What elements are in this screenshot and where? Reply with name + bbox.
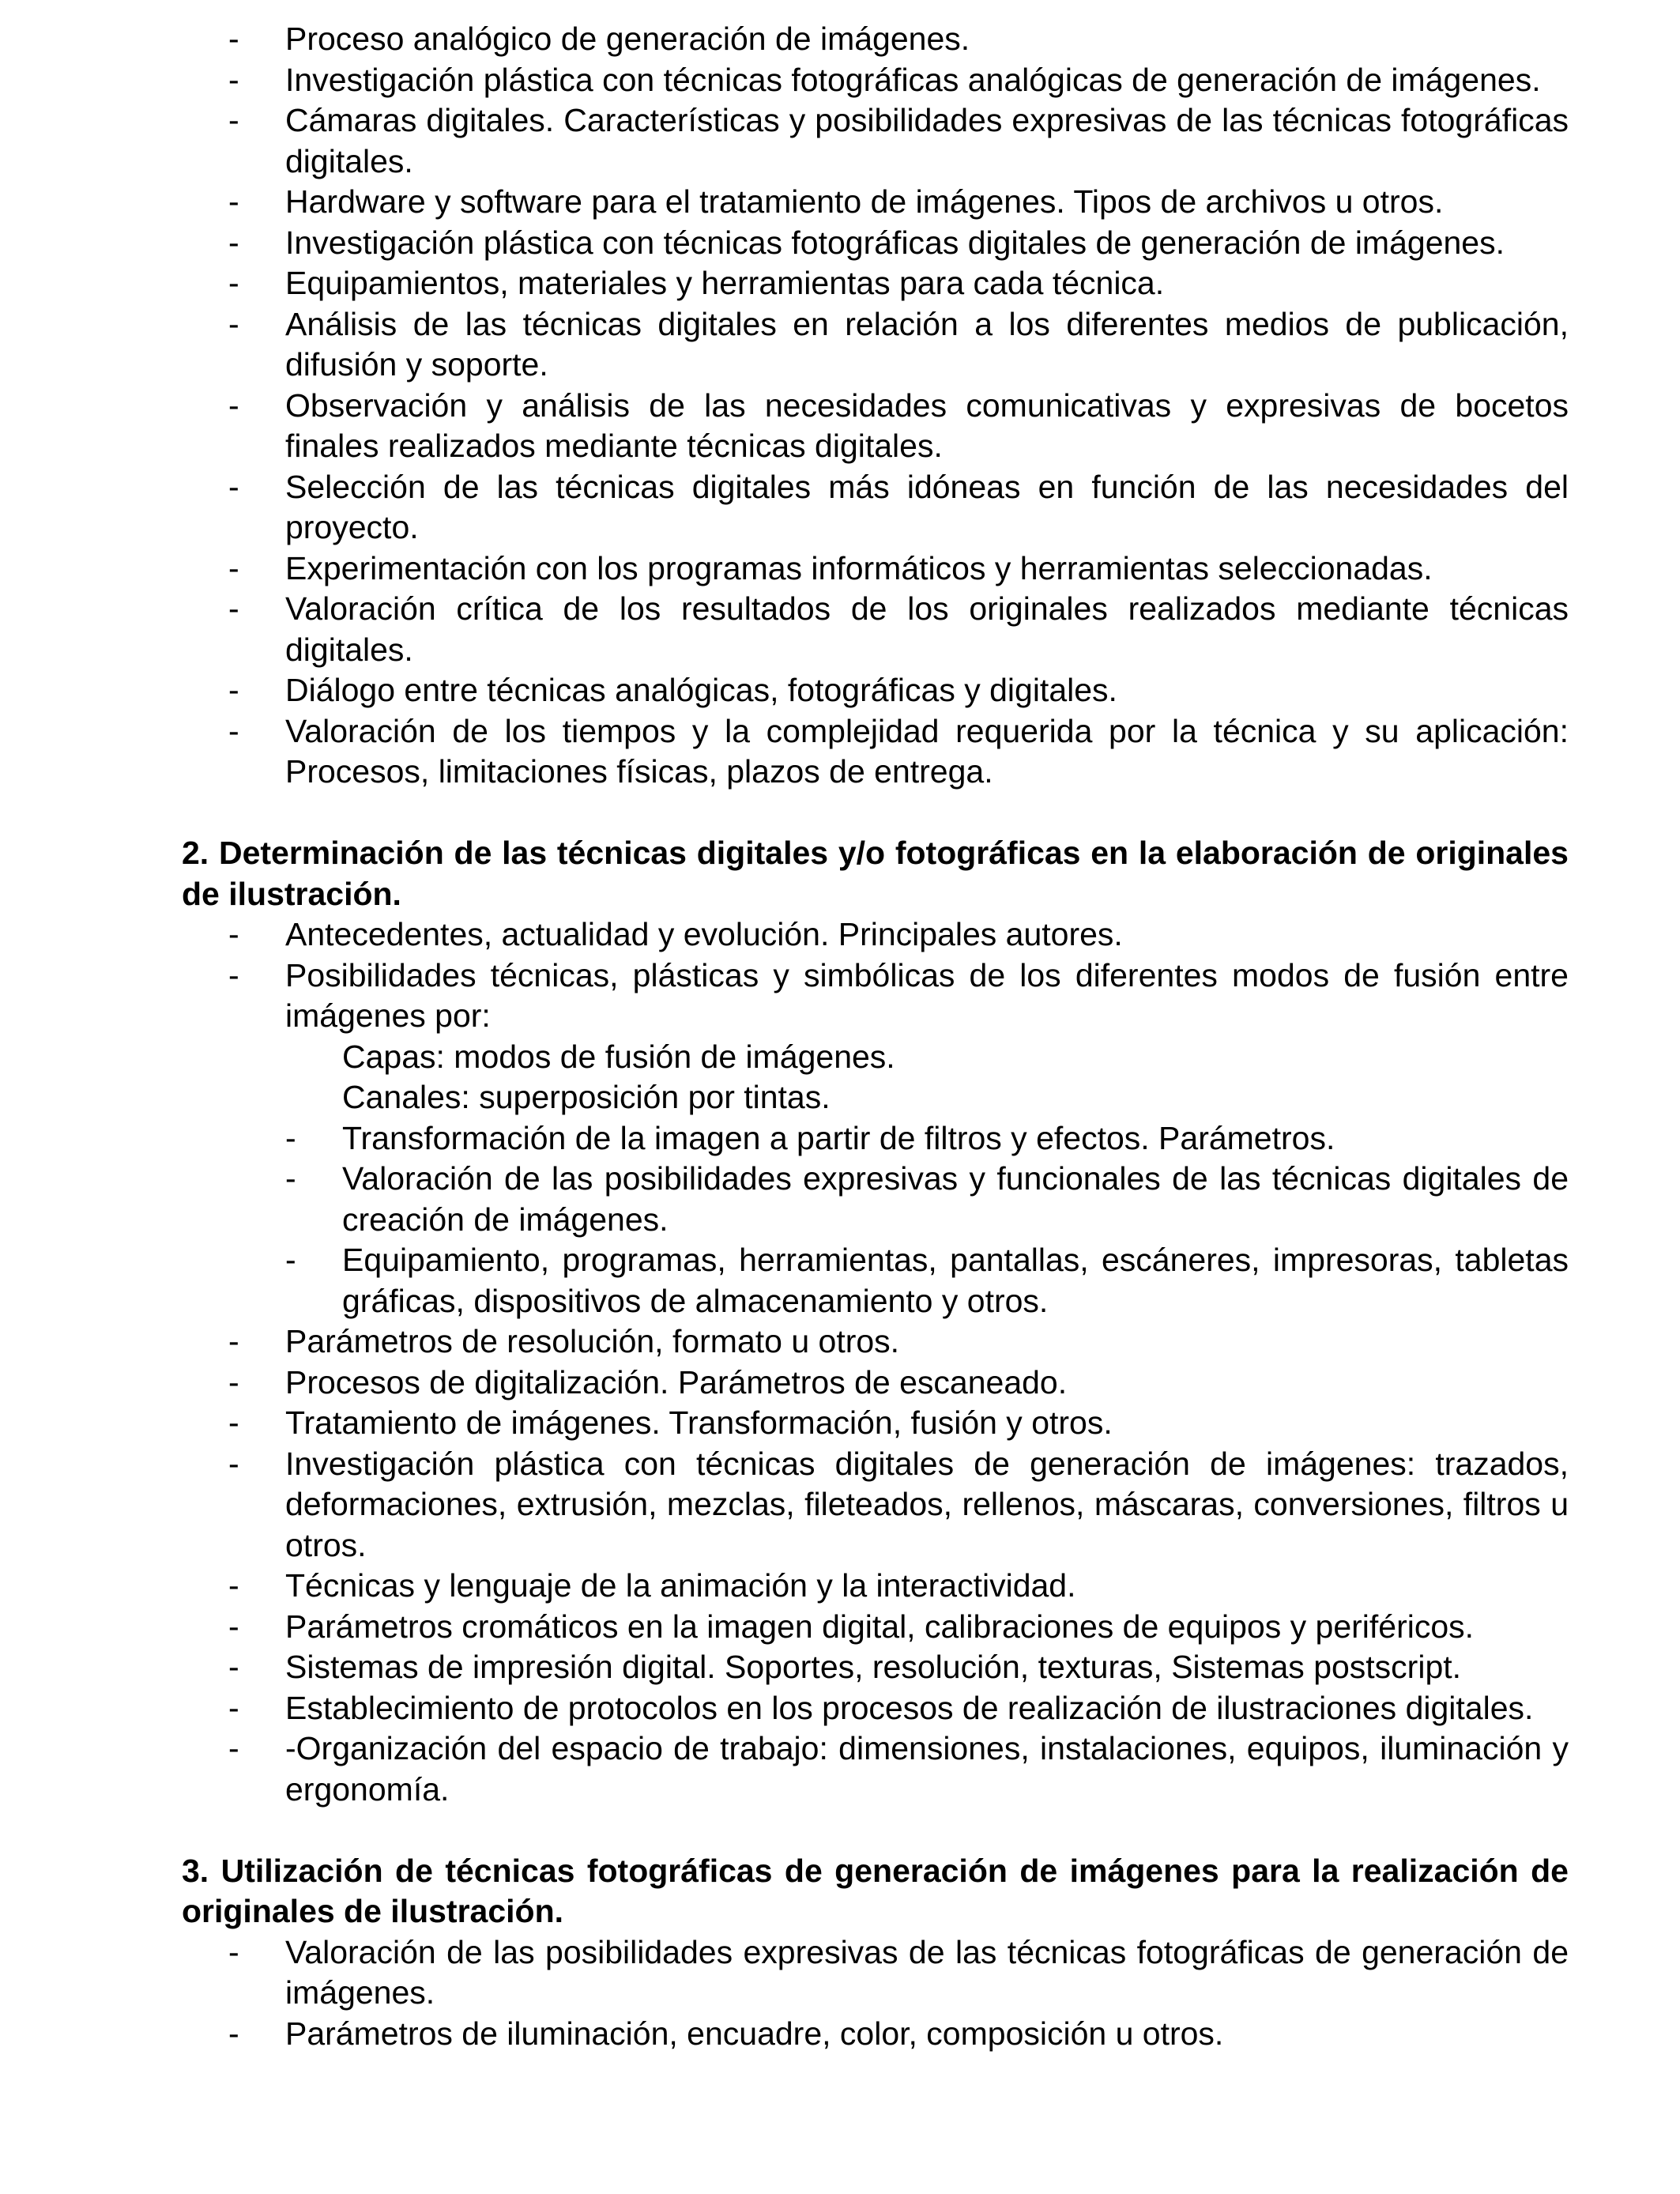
list-item: - Tratamiento de imágenes. Transformación, fusión y otros. xyxy=(182,1403,1569,1444)
bullet-dash: - xyxy=(228,1445,239,1482)
list-item: - Parámetros cromáticos en la imagen digital, calibraciones de equipos y periféricos. xyxy=(182,1607,1569,1648)
bullet-dash: - xyxy=(228,1608,239,1645)
list-item: - Posibilidades técnicas, plásticas y simbólicas de los diferentes modos de fusión entre imágenes por: xyxy=(228,956,1569,1034)
intro-list xyxy=(182,19,1569,793)
list-item: - Valoración crítica de los resultados de los originales realizados mediante técnicas digitales. xyxy=(228,590,1569,668)
list-item: - Antecedentes, actualidad y evolución. Principales autores. xyxy=(182,914,1569,956)
bullet-dash: - xyxy=(228,956,239,993)
section-3-heading: 3. Utilización de técnicas fotográficas de generación de imágenes para la realización de originales de ilustración. xyxy=(182,1852,1569,1929)
bullet-dash: - xyxy=(228,916,239,952)
bullet-dash: - xyxy=(228,1649,239,1685)
list-item: - Sistemas de impresión digital. Soportes, resolución, texturas, Sistemas postscript. xyxy=(182,1647,1569,1688)
list-item: - Investigación plástica con técnicas digitales de generación de imágenes: trazados, deformaciones, extrusión, mezclas, fileteados, rellenos, máscaras, conversiones, filtros u otros. xyxy=(228,1445,1569,1563)
bullet-dash: - xyxy=(285,1242,296,1278)
bullet-dash: - xyxy=(228,102,239,138)
bullet-dash: - xyxy=(228,1933,239,1970)
bullet-dash: - xyxy=(228,712,239,749)
list-item: - Investigación plástica con técnicas fotográficas digitales de generación de imágenes. xyxy=(182,223,1569,264)
sub-item-plain: Canales: superposición por tintas. xyxy=(342,1079,831,1115)
bullet-dash: - xyxy=(228,183,239,220)
list-item: - Proceso analógico de generación de imágenes. xyxy=(182,19,1569,60)
bullet-dash: - xyxy=(228,1730,239,1766)
list-item: - Diálogo entre técnicas analógicas, fotográficas y digitales. xyxy=(182,670,1569,711)
list-item: - Observación y análisis de las necesidades comunicativas y expresivas de bocetos finales realizados mediante técnicas digitales. xyxy=(228,386,1569,464)
bullet-dash: - xyxy=(228,1363,239,1400)
list-item: - Establecimiento de protocolos en los procesos de realización de ilustraciones digitales. xyxy=(182,1688,1569,1729)
bullet-dash: - xyxy=(228,1404,239,1441)
bullet-dash: - xyxy=(228,1323,239,1359)
bullet-dash: - xyxy=(228,21,239,57)
list-item: - Selección de las técnicas digitales más idóneas en función de las necesidades del proyecto. xyxy=(228,468,1569,545)
bullet-dash: - xyxy=(228,265,239,301)
list-item: - Técnicas y lenguaje de la animación y la interactividad. xyxy=(182,1566,1569,1607)
list-item: - Cámaras digitales. Características y posibilidades expresivas de las técnicas fotográficas digitales. xyxy=(228,102,1569,179)
bullet-dash: - xyxy=(228,1689,239,1726)
section-2-heading: 2. Determinación de las técnicas digitales y/o fotográficas en la elaboración de originales de ilustración. xyxy=(182,835,1569,912)
list-item: - Parámetros de resolución, formato u otros. xyxy=(182,1321,1569,1363)
list-item: - Procesos de digitalización. Parámetros de escaneado. xyxy=(182,1363,1569,1404)
sub-list-item: - Equipamiento, programas, herramientas, pantallas, escáneres, impresoras, tabletas gráficas, dispositivos de almacenamiento y otros. xyxy=(285,1242,1569,1319)
bullet-dash: - xyxy=(228,224,239,261)
list-item: - Investigación plástica con técnicas fotográficas analógicas de generación de imágenes. xyxy=(182,60,1569,101)
bullet-dash: - xyxy=(228,305,239,342)
section-2-list xyxy=(182,914,1569,1810)
list-item: - Experimentación con los programas informáticos y herramientas seleccionadas. xyxy=(182,548,1569,590)
sub-item-plain: Capas: modos de fusión de imágenes. xyxy=(342,1038,895,1075)
bullet-dash: - xyxy=(228,549,239,586)
list-item: - Hardware y software para el tratamiento de imágenes. Tipos de archivos u otros. xyxy=(182,182,1569,223)
sub-list-item: - Transformación de la imagen a partir de filtros y efectos. Parámetros. xyxy=(182,1118,1569,1159)
bullet-dash: - xyxy=(285,1160,296,1197)
bullet-dash: - xyxy=(228,468,239,505)
bullet-dash: - xyxy=(228,1567,239,1604)
bullet-dash: - xyxy=(285,1119,296,1156)
bullet-dash: - xyxy=(228,2015,239,2052)
list-item: - Valoración de los tiempos y la complejidad requerida por la técnica y su aplicación: Procesos, limitaciones físicas, plazos de entrega. xyxy=(228,712,1569,790)
list-item: - Valoración de las posibilidades expresivas de las técnicas fotográficas de generación de imágenes. xyxy=(228,1933,1569,2011)
list-item: - Equipamientos, materiales y herramientas para cada técnica. xyxy=(182,263,1569,304)
bullet-dash: - xyxy=(228,590,239,627)
list-item: - -Organización del espacio de trabajo: dimensiones, instalaciones, equipos, iluminación y ergonomía. xyxy=(228,1730,1569,1808)
bullet-dash: - xyxy=(228,672,239,708)
document-page xyxy=(182,19,1569,2054)
sub-list-item: - Valoración de las posibilidades expresivas y funcionales de las técnicas digitales de creación de imágenes. xyxy=(285,1160,1569,1238)
section-3-list xyxy=(182,1932,1569,2055)
bullet-dash: - xyxy=(228,386,239,424)
bullet-dash: - xyxy=(228,61,239,98)
list-item: - Parámetros de iluminación, encuadre, color, composición u otros. xyxy=(182,2014,1569,2055)
list-item: - Análisis de las técnicas digitales en relación a los diferentes medios de publicación, difusión y soporte. xyxy=(228,305,1569,383)
